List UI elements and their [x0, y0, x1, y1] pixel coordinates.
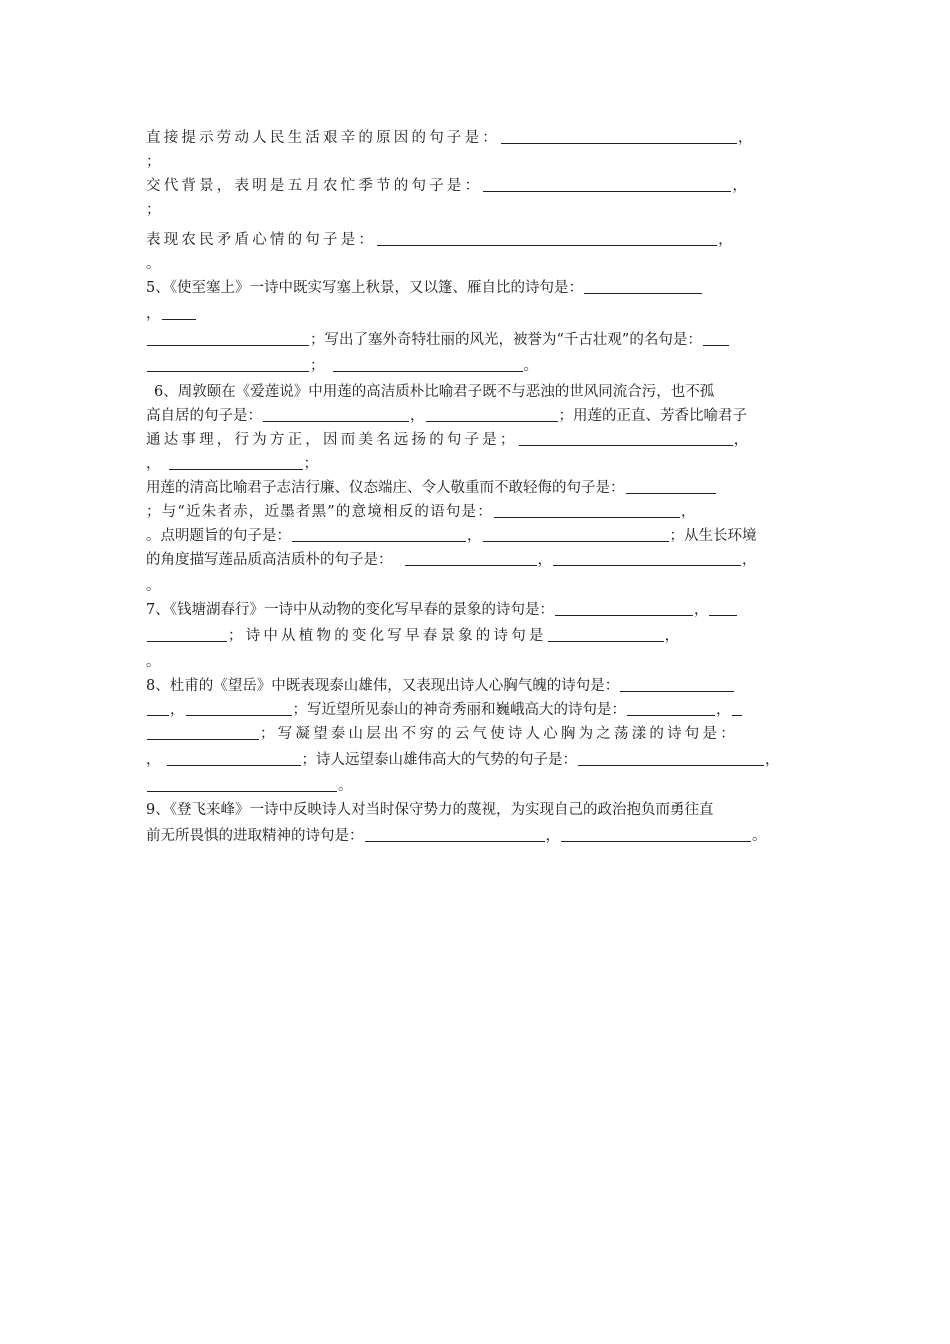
answer-blank[interactable] [553, 564, 741, 566]
prompt-text: 直接提示劳动人民生活艰辛的原因的句子是： [146, 130, 500, 146]
answer-blank[interactable] [584, 292, 702, 294]
q5-line-2: ， [146, 304, 810, 324]
answer-blank[interactable] [626, 492, 716, 494]
q6-line-2: 高自居的句子是： ， ；用莲的正直、芳香比喻君子 [146, 408, 747, 424]
answer-blank[interactable] [703, 344, 729, 346]
answer-blank[interactable] [147, 344, 309, 346]
answer-blank[interactable] [147, 790, 337, 792]
answer-blank[interactable] [519, 444, 733, 446]
answer-blank[interactable] [578, 764, 764, 766]
answer-blank[interactable] [494, 516, 680, 518]
answer-blank[interactable] [620, 690, 734, 692]
answer-blank[interactable] [167, 764, 301, 766]
answer-blank[interactable] [405, 564, 537, 566]
answer-blank[interactable] [186, 714, 292, 716]
q6-line-3: 通达事理，行为方正，因而美名远扬的句子是； ， [146, 432, 752, 448]
answer-blank[interactable] [426, 420, 558, 422]
q6-line-6: ；与“近朱者赤，近墨者黑”的意境相反的语句是： ， [146, 504, 697, 520]
answer-blank[interactable] [147, 714, 169, 716]
answer-blank[interactable] [263, 420, 409, 422]
answer-blank[interactable] [333, 370, 523, 372]
q7-line-2: ；诗中从植物的变化写早春景象的诗句是 ， [146, 626, 810, 646]
q8-line-1 [146, 676, 810, 696]
q4-line-1: 直接提示劳动人民生活艰辛的原因的句子是： ， [146, 130, 756, 146]
answer-blank[interactable] [483, 540, 669, 542]
q8-line-3: ；写凝望泰山层出不穷的云气使诗人心胸为之荡漾的诗句是： [146, 724, 810, 744]
answer-blank[interactable] [147, 370, 309, 372]
q4-line-6: 。 [146, 256, 161, 272]
answer-blank[interactable] [548, 640, 664, 642]
question-text: 5、《使至塞上》一诗中既实写塞上秋景，又以篷、雁自比的诗句是： [146, 280, 583, 296]
q8-line-2: ， ；写近望所见泰山的神奇秀丽和巍峨高大的诗句是： ， [146, 700, 810, 720]
answer-blank[interactable] [365, 840, 545, 842]
q8-line-4: ， ；诗人远望泰山雄伟高大的气势的句子是： ， [146, 752, 780, 768]
answer-blank[interactable] [561, 840, 751, 842]
question-text: 9、《登飞来峰》一诗中反映诗人对当时保守势力的蔑视，为实现自己的政治抱负而勇往直 [146, 802, 714, 818]
q6-line-1 [154, 382, 818, 402]
q4-line-4: ； [146, 202, 161, 218]
question-text: 7、《钱塘湖春行》一诗中从动物的变化写早春的景象的诗句是： [146, 602, 554, 618]
q5-line-1 [146, 278, 810, 298]
answer-blank[interactable] [483, 190, 731, 192]
answer-blank[interactable] [147, 738, 259, 740]
q9-line-2: 前无所畏惧的进取精神的诗句是： ， 。 [146, 828, 767, 844]
q4-line-3: 交代背景，表明是五月农忙季节的句子是： ， [146, 178, 751, 194]
answer-blank[interactable] [377, 244, 717, 246]
prompt-text: 交代背景，表明是五月农忙季节的句子是： [146, 178, 483, 194]
answer-blank[interactable] [555, 614, 693, 616]
q7-line-1: 7、《钱塘湖春行》一诗中从动物的变化写早春的景象的诗句是： ， [146, 600, 810, 620]
q6-line-4: ， ； [146, 456, 318, 472]
answer-blank[interactable] [627, 714, 715, 716]
q5-line-4: ； 。 [146, 356, 810, 376]
q8-line-5: 。 [146, 776, 810, 796]
q7-line-3: 。 [146, 654, 161, 670]
q6-line-5: 用莲的清高比喻君子志洁行廉、仪态端庄、令人敬重而不敢轻侮的句子是： [146, 478, 810, 498]
q6-line-7: 。点明题旨的句子是： ， ；从生长环境 [146, 528, 757, 544]
question-text: 6、周敦颐在《爱莲说》中用莲的高洁质朴比喻君子既不与恶浊的世风同流合污，也不孤 [154, 384, 715, 400]
answer-blank[interactable] [169, 468, 303, 470]
q9-line-1 [146, 800, 810, 820]
q6-line-8: 的角度描写莲品质高洁质朴的句子是： ， ， [146, 552, 757, 568]
q5-line-3: ；写出了塞外奇特壮丽的风光，被誉为“千古壮观”的名句是： [146, 330, 810, 350]
answer-blank[interactable] [147, 640, 227, 642]
answer-blank[interactable] [292, 540, 466, 542]
prompt-text: 表现农民矛盾心情的句子是： [146, 232, 377, 248]
answer-blank[interactable] [162, 318, 196, 320]
answer-blank[interactable] [732, 714, 742, 716]
q6-line-9: 。 [146, 578, 161, 594]
answer-blank[interactable] [501, 142, 737, 144]
q4-line-2: ； [146, 154, 161, 170]
answer-blank[interactable] [709, 614, 737, 616]
question-text: 8、杜甫的《望岳》中既表现泰山雄伟，又表现出诗人心胸气魄的诗句是： [146, 678, 620, 694]
q4-line-5: 表现农民矛盾心情的句子是： ， [146, 232, 736, 248]
